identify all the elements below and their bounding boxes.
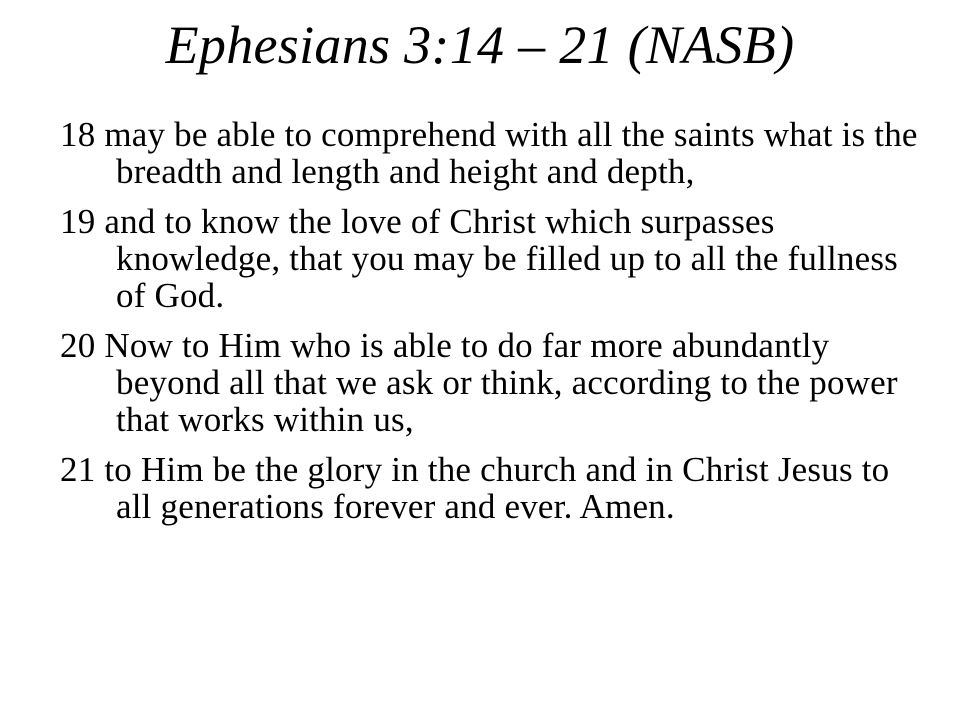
verse-21 [60, 451, 920, 525]
verse-18 [60, 116, 920, 190]
verse-19 [60, 203, 920, 314]
verse-text: Now to Him who is able to do far more abundantly beyond all that we ask or think, according to the power that works within us, [104, 326, 898, 439]
verse-text: to Him be the glory in the church and in Christ Jesus to all generations forever and ever. Amen. [104, 450, 890, 526]
verse-text: may be able to comprehend with all the saints what is the breadth and length and height and depth, [104, 115, 918, 191]
slide-title: Ephesians 3:14 – 21 (NASB) [165, 15, 795, 75]
verse-number: 19 [60, 202, 96, 241]
verse-list [60, 116, 920, 538]
verse-20 [60, 327, 920, 438]
verse-text: and to know the love of Christ which surpasses knowledge, that you may be filled up to all the fullness of God. [104, 202, 899, 315]
verse-number: 20 [60, 326, 96, 365]
verse-number: 18 [60, 115, 96, 154]
verse-number: 21 [60, 450, 96, 489]
